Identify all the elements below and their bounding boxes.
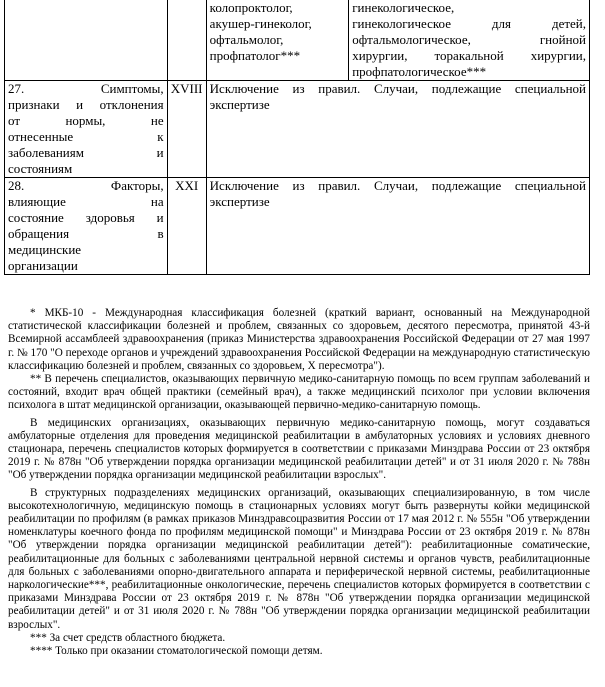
cell-line: заболеваниям и (8, 145, 164, 160)
table-cell-code (167, 0, 206, 81)
cell-line: офтальмолог, (209, 32, 284, 47)
table-cell-code: XVIII (167, 81, 206, 178)
cell-line: 27. Симптомы, (8, 81, 164, 96)
cell-line: состояниям (8, 161, 73, 176)
paragraph-ambulatory: В медицинских организациях, оказывающих первичную медико-санитарную помощь, могут создаваться амбулаторные отделения для проведения медицинской реабилитации в амбулаторных условиях и условиях дневного стационара, перечень специалистов которых формируется в соответствии с приказами Минздрава России от 23 октября 2019 г. № 878н "Об утверждении порядка организации медицинской реабилитации детей" и от 31 июля 2020 г. № 788н "Об утверждении порядка организации медицинской реабилитации взрослых". (8, 416, 590, 482)
footnotes (8, 307, 590, 658)
cell-line: от нормы, не (8, 113, 164, 128)
table-cell-name (5, 0, 168, 81)
table-row (5, 0, 590, 81)
cell-line: организации (8, 258, 78, 273)
cell-line: профпатолог*** (209, 48, 301, 63)
paragraph-inpatient: В структурных подразделениях медицинских организаций, оказывающих специализированную, в том числе высокотехнологичную, медицинскую помощь в стационарных условиях могут быть развернуты койки медицинской реабилитации по профилям (в рамках приказов Минздравсоцразвития России от 17 мая 2012 г. № 555н "Об утверждении номенклатуры коечного фонда по профилям медицинской помощи" и Минздрава России от 23 октября 2019 г. № 878н "Об утверждении порядка организации медицинской реабилитации детей"): реабилитационные соматические, реабилитационные для больных с заболеваниями центральной нервной системы и органов чувств, реабилитационные для больных с заболеваниями опорно-двигательного аппарата и периферической нервной системы, реабилитационные наркологические***, реабилитационные онкологические, перечень специалистов которых формируется в соответствии с приказами Минздрава России от 23 октября 2019 г. № 878н "Об утверждении порядка организации медицинской реабилитации детей" и от 31 июля 2020 г. № 788н "Об утверждении порядка организации медицинской реабилитации взрослых". (8, 486, 590, 631)
table-cell-note: Исключение из правил. Случаи, подлежащие специальной экспертизе (206, 81, 589, 178)
cell-line: гинекологическое, (352, 0, 455, 15)
cell-line: колопроктолог, (209, 0, 293, 15)
table-cell-note: Исключение из правил. Случаи, подлежащие специальной экспертизе (206, 178, 589, 275)
footnote-regional-budget: *** За счет средств областного бюджета. (30, 631, 226, 644)
table-cell-code: XXI (167, 178, 206, 275)
cell-line: офтальмологическое, гнойной (352, 32, 586, 47)
footnote-specialists: ** В перечень специалистов, оказывающих первичную медико-санитарную помощь по всем группам заболеваний и состояний, входит врач общей практики (семейный врач), а также медицинский психолог при условии включения психолога в штат медицинской организации, оказывающей первично-медико-санитарную помощь. (8, 373, 590, 412)
cell-line: состояние здоровья и (8, 210, 164, 225)
classification-table (4, 0, 590, 275)
table-cell-specialists (206, 0, 349, 81)
table-cell-name (5, 178, 168, 275)
cell-line: акушер-гинеколог, (209, 16, 312, 31)
cell-line: влияющие на (8, 194, 164, 209)
table-cell-profiles (349, 0, 590, 81)
cell-line: хирургии, торакальной хирургии, (352, 48, 586, 63)
footnote-dental-children: **** Только при оказании стоматологической помощи детям. (30, 645, 323, 658)
cell-line: 28. Факторы, (8, 178, 164, 193)
cell-line: признаки и отклонения (8, 97, 164, 112)
cell-line: обращения в (8, 226, 164, 241)
cell-line: профпатологическое*** (352, 64, 487, 79)
cell-line: отнесенные к (8, 129, 164, 144)
table-row (5, 178, 590, 275)
table-row (5, 81, 590, 178)
table-cell-name (5, 81, 168, 178)
cell-line: гинекологическое для детей, (352, 16, 586, 31)
footnote-mkb: * МКБ-10 - Международная классификация болезней (краткий вариант, основанный на Международной статистической классификации болезней и проблем, связанных со здоровьем, десятого пересмотра, принятой 43-й Всемирной ассамблеей здравоохранения (приказ Министерства здравоохранения Российской Федерации от 27 мая 1997 г. № 170 "О переходе органов и учреждений здравоохранения Российской Федерации на международную статистическую классификацию болезней и проблем, связанных со здоровьем, X пересмотра"). (8, 307, 590, 372)
cell-line: медицинские (8, 242, 82, 257)
